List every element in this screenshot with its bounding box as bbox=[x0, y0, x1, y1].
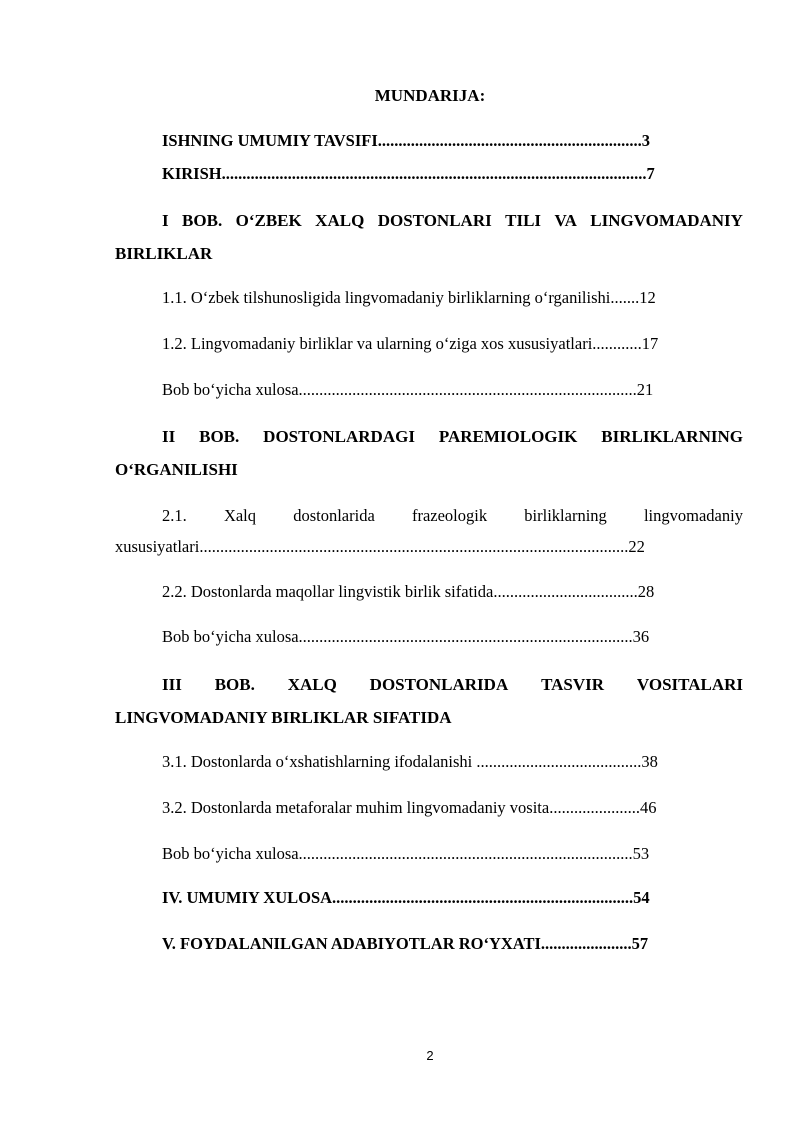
toc-entry-chapter-2-summary: Bob bo‘yicha xulosa.................................................................................36 bbox=[162, 627, 650, 646]
toc-entry-3-1: 3.1. Dostonlarda o‘xshatishlarning ifodalanishi ........................................38 bbox=[162, 752, 658, 771]
heading-word: II bbox=[162, 427, 176, 446]
heading-word: VOSITALARI bbox=[636, 675, 743, 694]
heading-word: DOSTONLARI bbox=[377, 211, 492, 230]
heading-word: LINGVOMADANIY bbox=[590, 211, 743, 230]
toc-entry-1-1: 1.1. O‘zbek tilshunosligida lingvomadaniy birliklarning o‘rganilishi.......12 bbox=[162, 288, 656, 307]
heading-word: TASVIR bbox=[541, 675, 605, 694]
heading-word: XALQ bbox=[287, 675, 337, 694]
heading-word: BOB. bbox=[182, 211, 223, 230]
heading-word: BIRLIKLARNING bbox=[601, 427, 743, 446]
heading-word: PAREMIOLOGIK bbox=[438, 427, 578, 446]
heading-word: BOB. bbox=[214, 675, 255, 694]
page-title: MUNDARIJA: bbox=[374, 86, 486, 105]
entry-word: frazeologik bbox=[411, 506, 488, 525]
heading-continuation: BIRLIKLAR bbox=[115, 244, 213, 263]
entry-word: birliklarning bbox=[524, 506, 607, 525]
toc-entry-adabiyotlar: V. FOYDALANILGAN ADABIYOTLAR RO‘YXATI......................57 bbox=[162, 934, 649, 953]
toc-heading-chapter-1 bbox=[115, 204, 743, 270]
heading-word: XALQ bbox=[315, 211, 365, 230]
heading-word: DOSTONLARDAGI bbox=[263, 427, 415, 446]
entry-word: 2.1. bbox=[162, 506, 187, 525]
page-number: 2 bbox=[426, 1048, 434, 1063]
toc-entry-2-1 bbox=[115, 500, 743, 562]
toc-heading-chapter-3 bbox=[115, 668, 743, 734]
toc-entry-chapter-3-summary: Bob bo‘yicha xulosa.................................................................................53 bbox=[162, 844, 650, 863]
entry-word: dostonlarida bbox=[293, 506, 375, 525]
heading-word: TILI bbox=[505, 211, 542, 230]
entry-continuation: xususiyatlari........................................................................................................22 bbox=[115, 537, 645, 556]
heading-word: DOSTONLARIDA bbox=[369, 675, 509, 694]
heading-word: O‘ZBEK bbox=[235, 211, 302, 230]
heading-continuation: LINGVOMADANIY BIRLIKLAR SIFATIDA bbox=[115, 708, 452, 727]
heading-word: I bbox=[162, 211, 169, 230]
entry-word: lingvomadaniy bbox=[643, 506, 743, 525]
heading-word: BOB. bbox=[199, 427, 240, 446]
entry-word: Xalq bbox=[223, 506, 257, 525]
toc-entry-1-2: 1.2. Lingvomadaniy birliklar va ularning o‘ziga xos xususiyatlari............17 bbox=[162, 334, 659, 353]
toc-entry-2-2: 2.2. Dostonlarda maqollar lingvistik birlik sifatida...................................28 bbox=[162, 582, 655, 601]
toc-entry-umumiy-xulosa: IV. UMUMIY XULOSA.........................................................................54 bbox=[162, 888, 650, 907]
heading-word: VA bbox=[554, 211, 577, 230]
toc-entry-3-2: 3.2. Dostonlarda metaforalar muhim lingvomadaniy vosita......................46 bbox=[162, 798, 657, 817]
heading-continuation: O‘RGANILISHI bbox=[115, 460, 238, 479]
toc-entry-chapter-1-summary: Bob bo‘yicha xulosa..................................................................................21 bbox=[162, 380, 654, 399]
toc-entry-kirish: KIRISH.......................................................................................................7 bbox=[162, 164, 655, 183]
toc-entry-umumiy-tavsif: ISHNING UMUMIY TAVSIFI................................................................3 bbox=[162, 131, 651, 150]
toc-heading-chapter-2 bbox=[115, 420, 743, 486]
heading-word: III bbox=[162, 675, 182, 694]
